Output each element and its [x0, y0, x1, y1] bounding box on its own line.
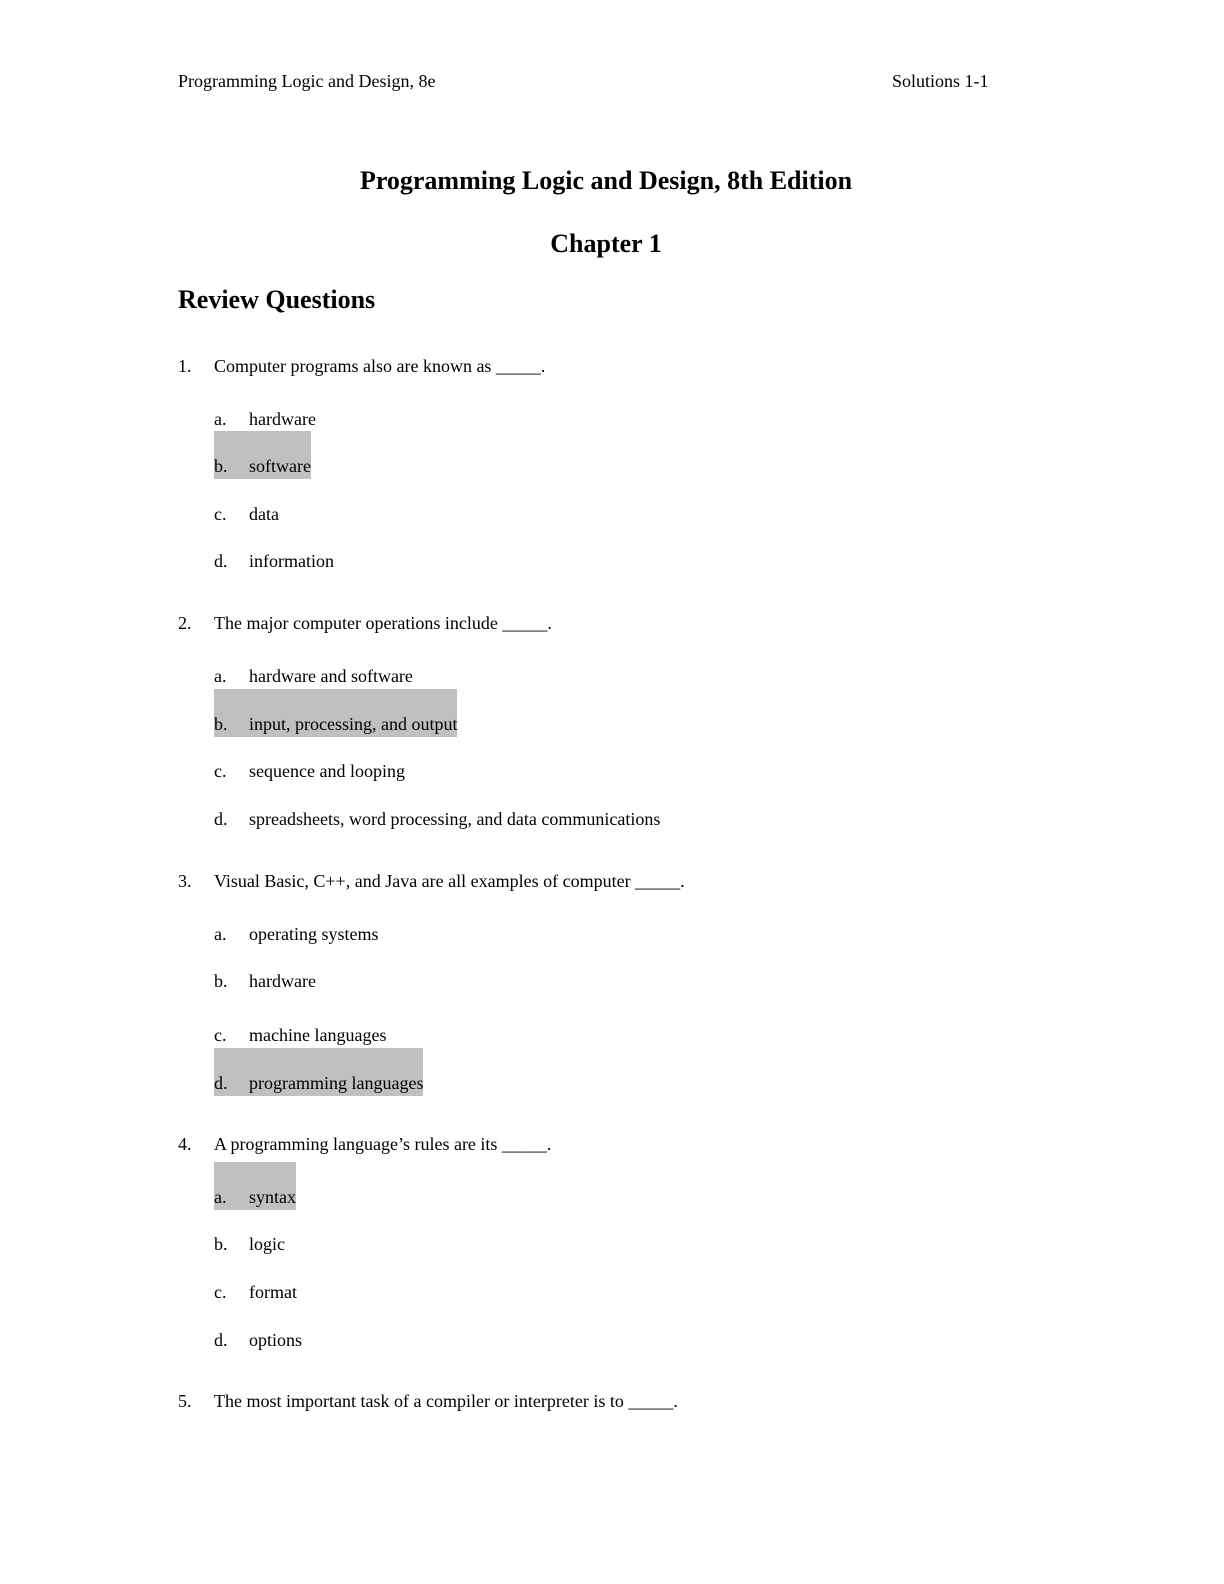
option-text: operating systems [249, 924, 379, 944]
question-number: 5. [178, 1391, 192, 1411]
answer-option [214, 760, 405, 782]
running-header-right: Solutions 1-1 [892, 71, 989, 91]
option-text: spreadsheets, word processing, and data communications [249, 809, 661, 829]
option-text: syntax [249, 1187, 296, 1207]
option-letter: d. [214, 551, 228, 571]
option-text: information [249, 551, 334, 571]
answer-option [214, 408, 316, 430]
option-letter: b. [214, 1234, 228, 1254]
answer-option [214, 503, 279, 525]
option-letter: d. [214, 809, 228, 829]
running-header-left: Programming Logic and Design, 8e [178, 71, 436, 91]
question-number: 3. [178, 871, 192, 891]
answer-option-highlighted [214, 689, 457, 737]
option-text: hardware [249, 971, 316, 991]
option-text: format [249, 1282, 297, 1302]
option-letter: c. [214, 1025, 227, 1045]
question [178, 870, 685, 892]
answer-option [214, 550, 334, 572]
answer-option [214, 1329, 302, 1351]
answer-option [214, 1024, 386, 1046]
option-letter: a. [214, 1187, 227, 1207]
question-number: 2. [178, 613, 192, 633]
option-text: data [249, 504, 279, 524]
question-text: The major computer operations include _____. [214, 613, 552, 633]
option-letter: b. [214, 456, 228, 476]
option-text: logic [249, 1234, 285, 1254]
option-letter: c. [214, 761, 227, 781]
option-letter: c. [214, 504, 227, 524]
answer-option [214, 1281, 297, 1303]
answer-option [214, 665, 413, 687]
option-letter: b. [214, 714, 228, 734]
answer-option-highlighted [214, 1162, 296, 1210]
question-text: Visual Basic, C++, and Java are all examples of computer _____. [214, 871, 685, 891]
chapter-heading: Chapter 1 [550, 229, 662, 258]
option-letter: d. [214, 1073, 228, 1093]
option-letter: a. [214, 924, 227, 944]
question-text: A programming language’s rules are its _____. [214, 1134, 552, 1154]
option-text: options [249, 1330, 303, 1350]
option-text: hardware and software [249, 666, 413, 686]
question [178, 612, 552, 634]
answer-option-highlighted [214, 1048, 423, 1096]
option-letter: c. [214, 1282, 227, 1302]
answer-option [214, 970, 316, 992]
answer-option [214, 1233, 285, 1255]
question [178, 355, 545, 377]
question-number: 4. [178, 1134, 192, 1154]
question-text: The most important task of a compiler or interpreter is to _____. [214, 1391, 678, 1411]
document-title: Programming Logic and Design, 8th Edition [359, 166, 853, 195]
option-text: sequence and looping [249, 761, 405, 781]
answer-option-highlighted [214, 431, 311, 479]
answer-option [214, 923, 378, 945]
option-text: machine languages [249, 1025, 387, 1045]
question-text: Computer programs also are known as _____. [214, 356, 546, 376]
option-text: programming languages [249, 1073, 424, 1093]
section-heading: Review Questions [178, 285, 376, 314]
option-text: hardware [249, 409, 316, 429]
option-letter: d. [214, 1330, 228, 1350]
question [178, 1390, 678, 1412]
option-text: input, processing, and output [249, 714, 458, 734]
option-text: software [249, 456, 311, 476]
question [178, 1133, 551, 1155]
option-letter: b. [214, 971, 228, 991]
option-letter: a. [214, 409, 227, 429]
question-number: 1. [178, 356, 192, 376]
answer-option [214, 808, 660, 830]
option-letter: a. [214, 666, 227, 686]
